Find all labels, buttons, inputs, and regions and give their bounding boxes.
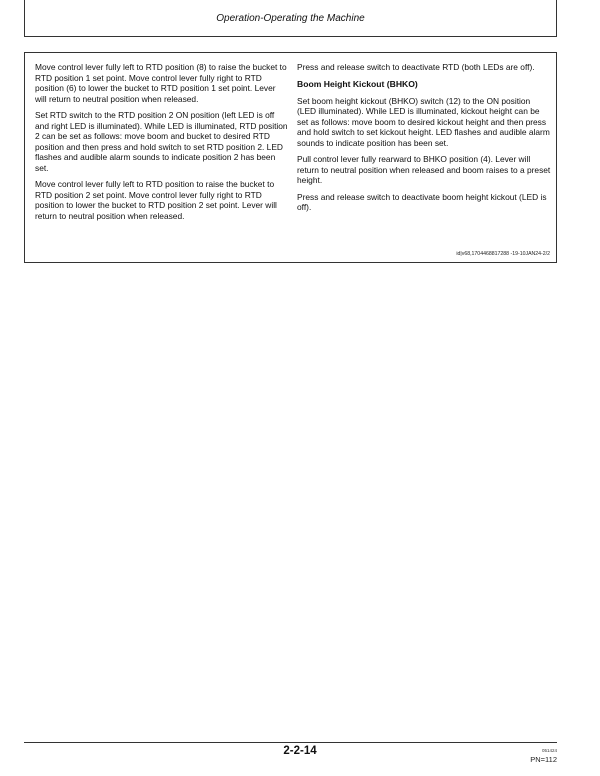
paragraph-deactivate-rtd: Press and release switch to deactivate RTD (both LEDs are off). [297, 62, 535, 72]
page-header-title: Operation-Operating the Machine [216, 13, 365, 24]
section-heading-bhko: Boom Height Kickout (BHKO) [297, 78, 418, 89]
paragraph-deactivate-bhko: Press and release switch to deactivate boom height kickout (LED is off). [297, 191, 547, 212]
content-box [24, 52, 557, 263]
left-column [35, 62, 288, 227]
page-pn: PN=112 [530, 755, 557, 764]
paragraph-bhko-lever: Pull control lever fully rearward to BHKO position (4). Lever will return to neutral position when released and boom raises to a preset height. [297, 154, 551, 185]
footer-divider [24, 742, 557, 743]
footer-small-code: 051424 [541, 748, 557, 753]
reference-code: id|v68,1704468817288 -19-10JAN24-2/2 [456, 251, 550, 257]
page-header [24, 0, 557, 37]
page-number: 2-2-14 [283, 745, 317, 757]
right-column [297, 62, 551, 219]
paragraph-set-rtd-position-2: Set RTD switch to the RTD position 2 ON position (left LED is off and right LED is illuminated). While LED is illuminated, RTD position 2 can be set as follows: move boom and bucket to desired RTD position and then press and hold switch to set RTD position 2. LED flashes and audible alarm sounds to indicate position 2 has been set. [35, 110, 288, 173]
paragraph-set-bhko: Set boom height kickout (BHKO) switch (12) to the ON position (LED illuminated). While LED is illuminated, kickout height can be set as follows: move boom to desired kickout height and then press and hold switch to set kickout height. LED flashes and audible alarm sounds to indicate position has been set. [297, 95, 550, 148]
paragraph-rtd-position-1: Move control lever fully left to RTD position (8) to raise the bucket to RTD position 1 set point. Move control lever fully right to RTD position (6) to lower the bucket to RTD position 1 set point. Lever will return to neutral position when released. [35, 62, 287, 104]
paragraph-rtd-position-2-lever: Move control lever fully left to RTD position to raise the bucket to RTD position 2 set point. Move control lever fully right to RTD position to lower the bucket to RTD position 2 set point. Lever will return to neutral position when released. [35, 179, 277, 221]
